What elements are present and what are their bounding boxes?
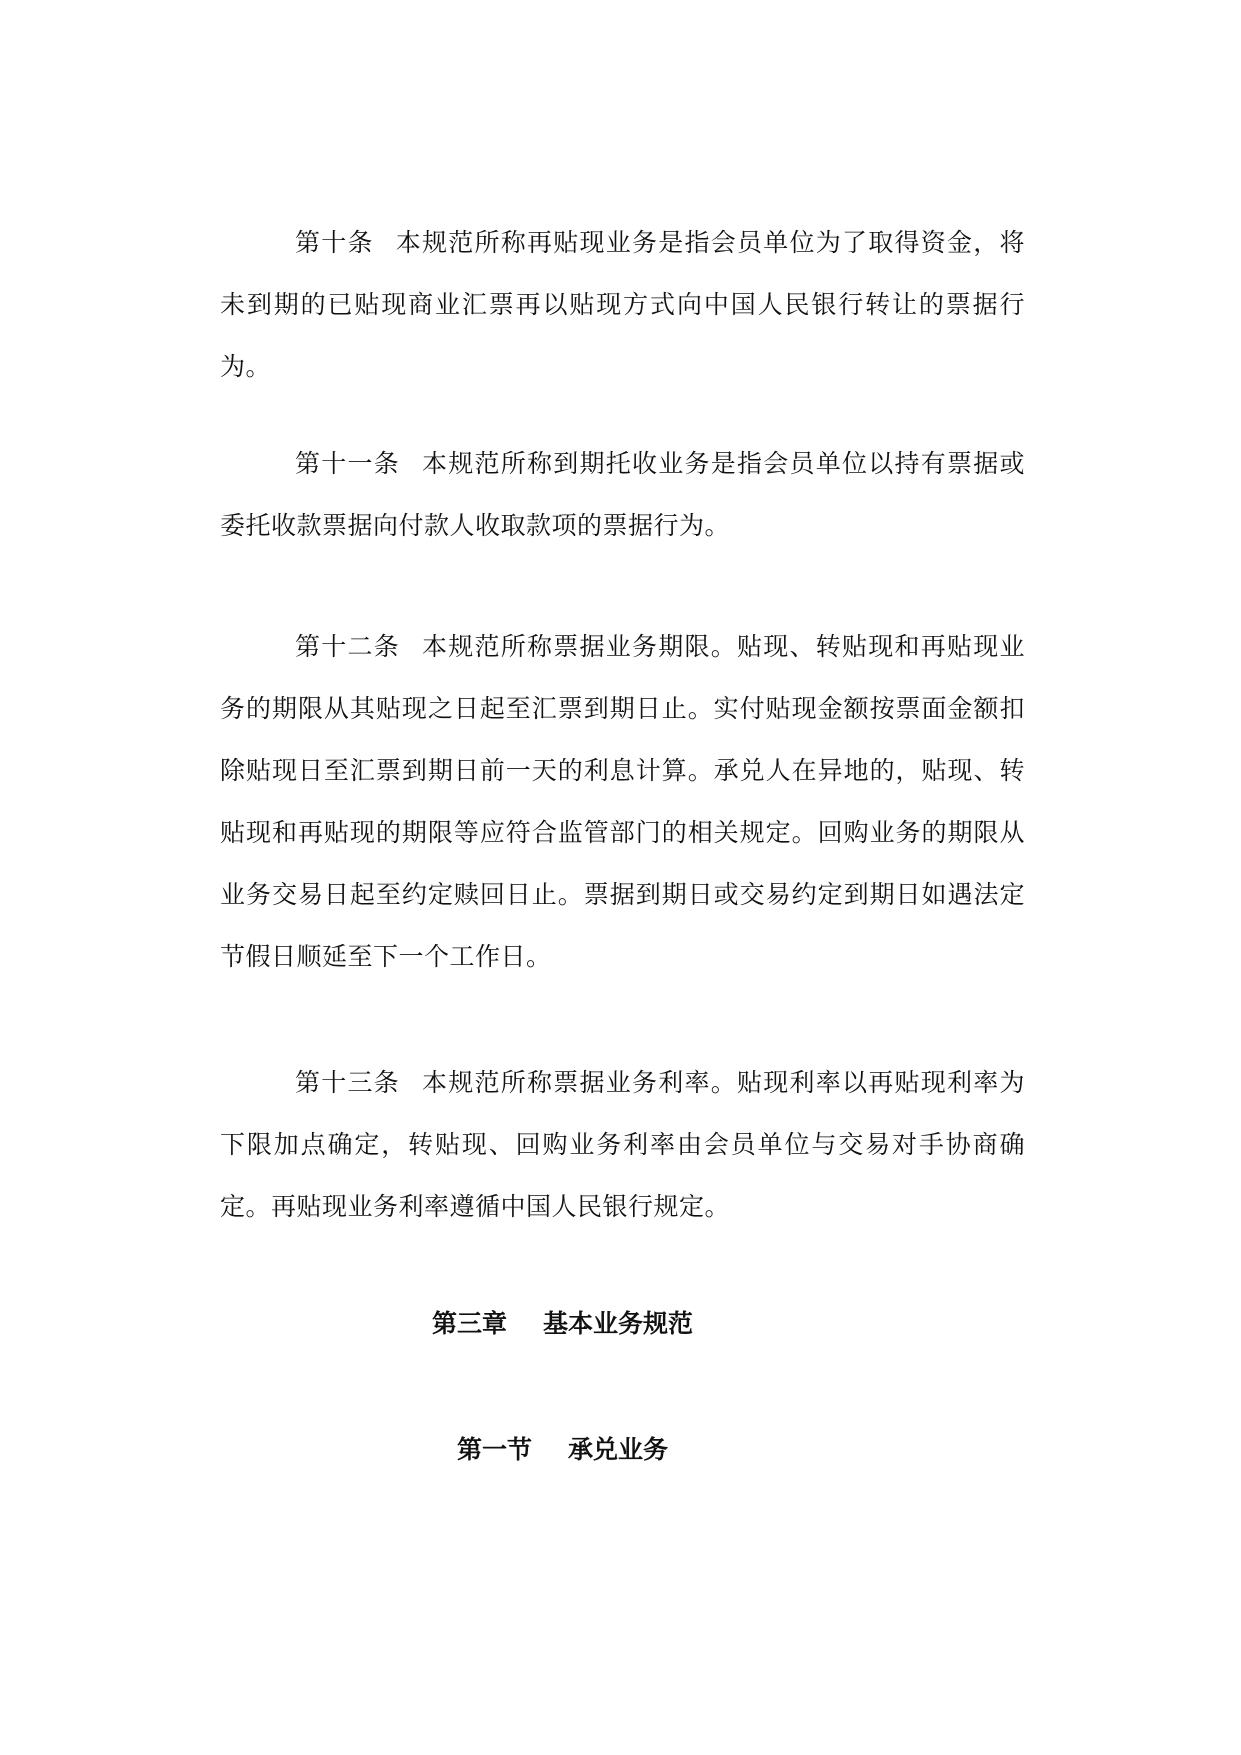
article-11	[220, 433, 1025, 557]
article-text: 本规范所称到期托收业务是指会员单位以持有票据或委托收款票据向付款人收取款项的票据行为。	[220, 449, 1025, 540]
article-number: 第十二条	[295, 632, 400, 661]
article-12	[220, 616, 1025, 988]
article-text: 本规范所称票据业务期限。贴现、转贴现和再贴现业务的期限从其贴现之日起至汇票到期日止。实付贴现金额按票面金额扣除贴现日至汇票到期日前一天的利息计算。承兑人在异地的，贴现、转贴现和再贴现的期限等应符合监管部门的相关规定。回购业务的期限从业务交易日起至约定赎回日止。票据到期日或交易约定到期日如遇法定节假日顺延至下一个工作日。	[220, 632, 1025, 971]
section-title: 承兑业务	[568, 1435, 669, 1464]
chapter-heading	[0, 1304, 1241, 1344]
article-13	[220, 1052, 1025, 1238]
article-number: 第十条	[295, 228, 374, 257]
article-number: 第十一条	[295, 449, 400, 478]
article-text: 本规范所称再贴现业务是指会员单位为了取得资金，将未到期的已贴现商业汇票再以贴现方式向中国人民银行转让的票据行为。	[220, 228, 1025, 381]
article-10	[220, 212, 1025, 398]
article-number: 第十三条	[295, 1068, 400, 1097]
article-text: 本规范所称票据业务利率。贴现利率以再贴现利率为下限加点确定，转贴现、回购业务利率由会员单位与交易对手协商确定。再贴现业务利率遵循中国人民银行规定。	[220, 1068, 1025, 1221]
chapter-title: 基本业务规范	[543, 1309, 694, 1338]
section-heading	[0, 1430, 1241, 1470]
section-number: 第一节	[457, 1435, 533, 1464]
chapter-number: 第三章	[432, 1309, 508, 1338]
